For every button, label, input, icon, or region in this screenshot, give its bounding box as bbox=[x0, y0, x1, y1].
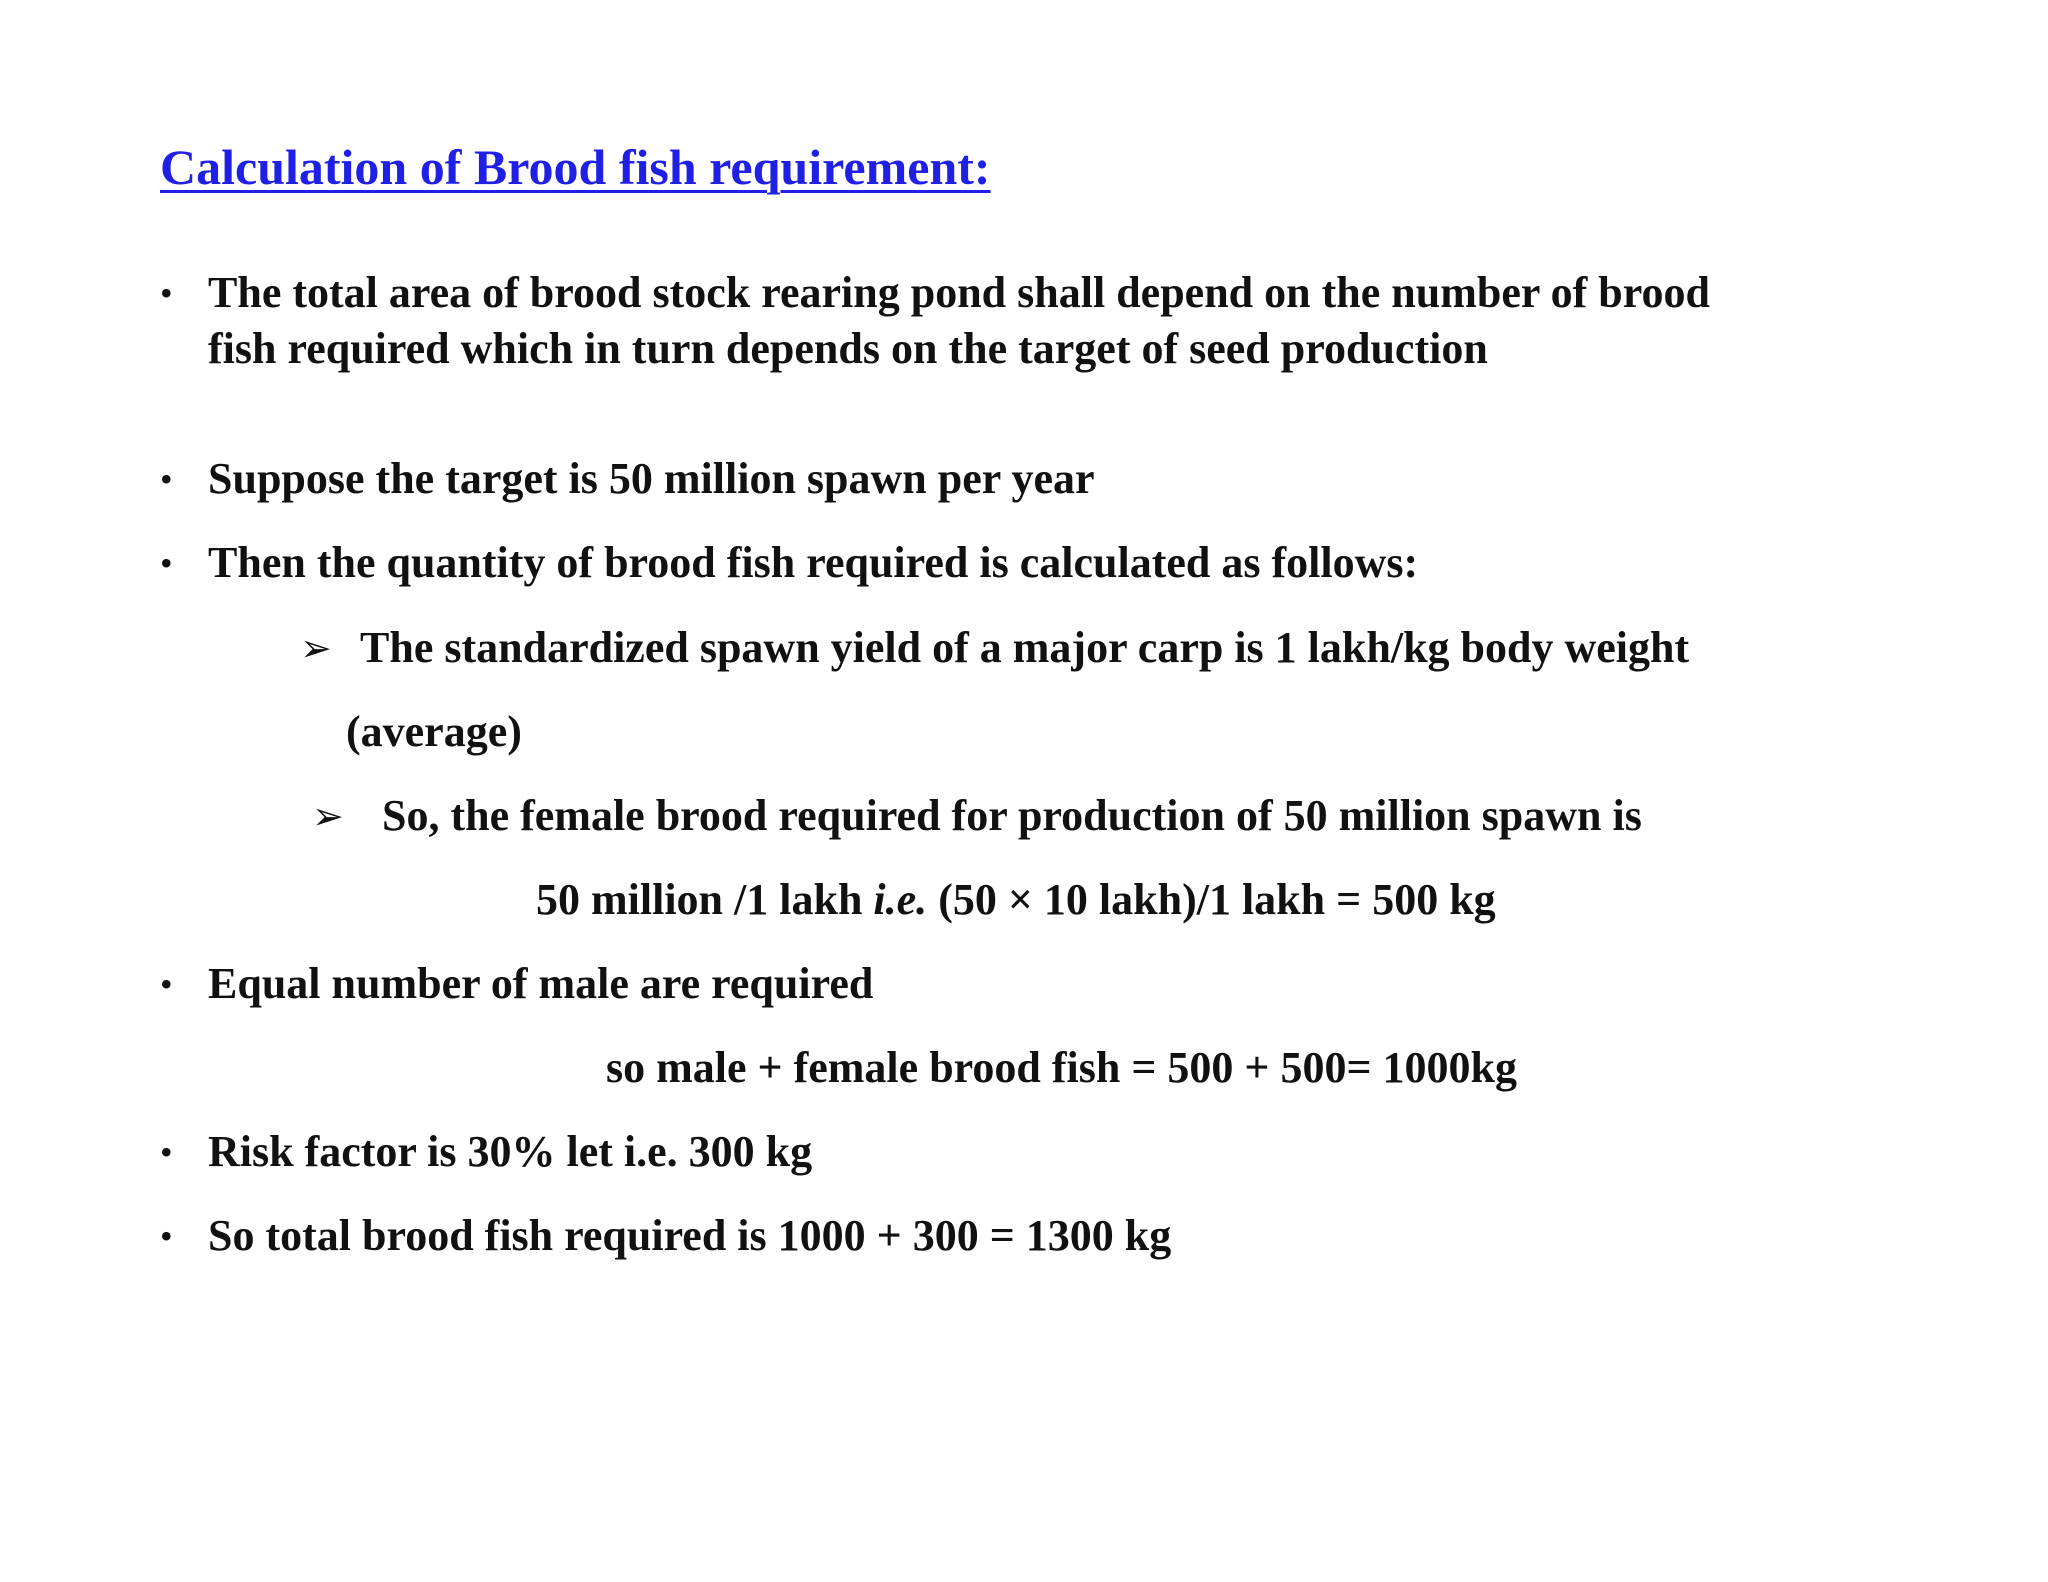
bullet-text-area-cont: fish required which in turn depends on the target of seed production bbox=[208, 324, 1488, 373]
calculation-female bbox=[536, 871, 1496, 929]
bullet-text-quantity: Then the quantity of brood fish required is calculated as follows: bbox=[208, 538, 1419, 587]
bullet-text-risk: Risk factor is 30% let i.e. 300 kg bbox=[208, 1127, 813, 1176]
calc-part: 50 million /1 lakh bbox=[536, 875, 874, 924]
bullet-icon: • bbox=[160, 1132, 173, 1172]
sub-bullet-text-female: So, the female brood required for production of 50 million spawn is bbox=[382, 791, 1642, 840]
calculation-total-brood: so male + female brood fish = 500 + 500= 1000kg bbox=[606, 1043, 1518, 1092]
bullet-icon: • bbox=[160, 543, 173, 583]
arrow-bullet-icon: ➢ bbox=[300, 626, 332, 670]
bullet-text-target: Suppose the target is 50 million spawn per year bbox=[208, 454, 1095, 503]
sub-bullet-text-yield-cont: (average) bbox=[346, 707, 522, 756]
bullet-icon: • bbox=[160, 459, 173, 499]
bullet-icon: • bbox=[160, 1216, 173, 1256]
calc-ie: i.e. bbox=[873, 875, 928, 924]
bullet-text-male: Equal number of male are required bbox=[208, 959, 874, 1008]
calc-part: (50 × 10 lakh)/1 lakh = 500 kg bbox=[927, 875, 1496, 924]
bullet-icon: • bbox=[160, 273, 173, 313]
bullet-icon: • bbox=[160, 964, 173, 1004]
bullet-text-total: So total brood fish required is 1000 + 300 = 1300 kg bbox=[208, 1211, 1172, 1260]
arrow-bullet-icon: ➢ bbox=[312, 794, 344, 838]
page-title: Calculation of Brood fish requirement: bbox=[160, 139, 991, 195]
bullet-text-area: The total area of brood stock rearing pond shall depend on the number of brood bbox=[208, 268, 1710, 317]
sub-bullet-text-yield: The standardized spawn yield of a major carp is 1 lakh/kg body weight bbox=[360, 623, 1690, 672]
